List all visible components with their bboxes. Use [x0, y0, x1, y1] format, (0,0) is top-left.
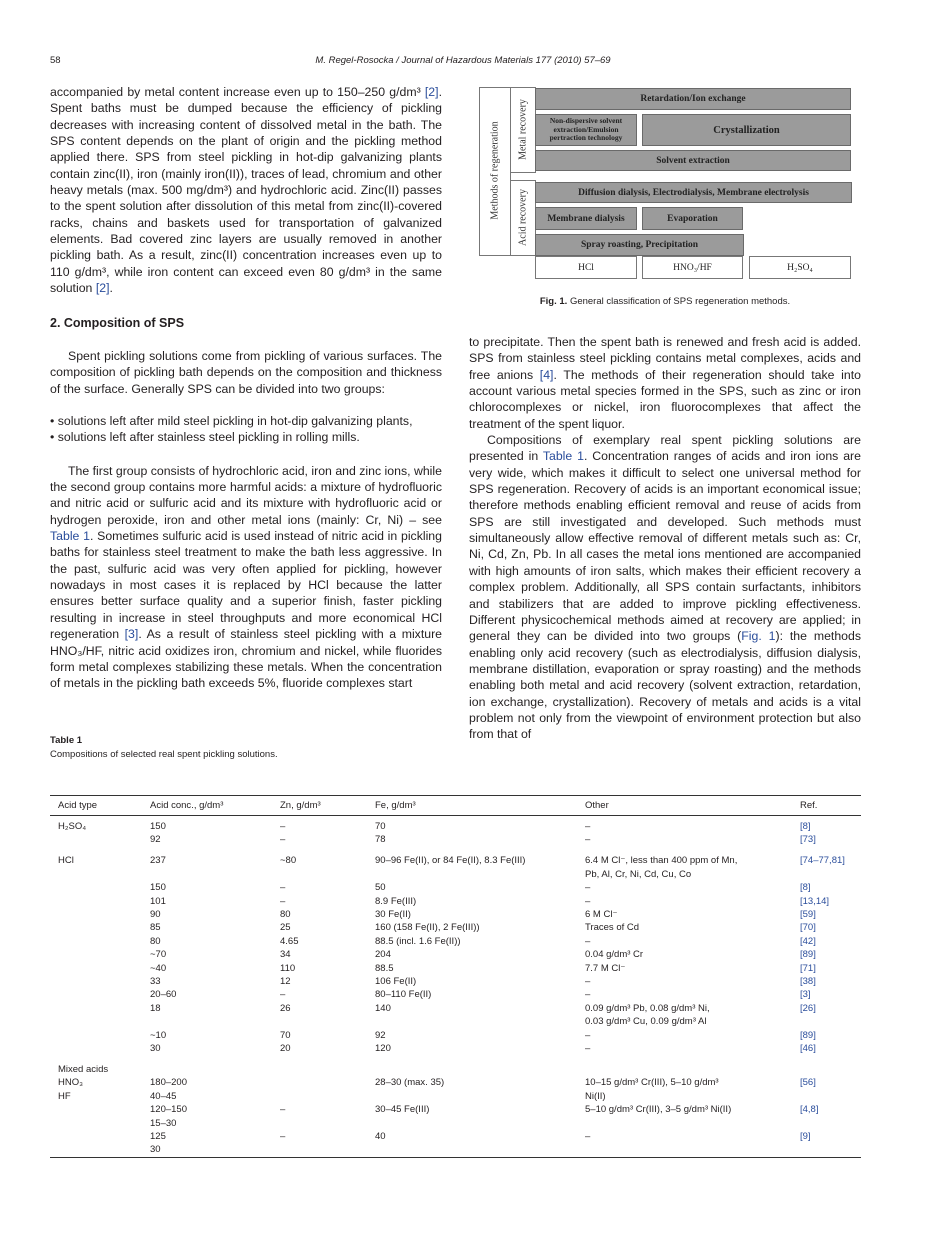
cell-fe: 30–45 Fe(III) — [375, 1104, 430, 1116]
cell-acid-type — [50, 975, 150, 988]
cell-acid-conc: 85 — [150, 922, 161, 934]
cell-acid-conc: 20–60 — [150, 989, 177, 1001]
figure-caption-label: Fig. 1. — [539, 296, 568, 307]
cell-zn: – — [280, 895, 286, 907]
cell-acid-conc: 18 — [150, 1002, 161, 1014]
bullet-item: • solutions left after stainless steel pickling in rolling mills. — [50, 429, 442, 445]
cell-zn: – — [280, 1130, 286, 1142]
cell-fe: 50 — [375, 882, 386, 894]
cell-acid-type — [50, 962, 150, 975]
cell-ref[interactable]: [70] — [800, 922, 816, 934]
acid-h2so4: H₂SO₄ — [749, 256, 851, 279]
cell-acid-type — [50, 1029, 150, 1042]
cell-fe: 120 — [375, 1043, 391, 1054]
cell-ref[interactable]: [89] — [800, 1029, 816, 1041]
cell-zn: 12 — [280, 975, 291, 987]
header-acid-conc: Acid conc., g/dm³ — [150, 796, 280, 816]
cell-acid-type — [50, 1042, 150, 1055]
spacer-cell — [50, 1055, 861, 1063]
cell-acid-type — [50, 921, 150, 934]
table-row — [50, 1076, 861, 1103]
cell-acid-conc: 237 — [150, 855, 166, 867]
cell-other: – — [585, 989, 591, 1001]
box-diffusion-dialysis: Diffusion dialysis, Electrodialysis, Membrane electrolysis — [535, 182, 852, 203]
cell-acid-type — [50, 833, 150, 846]
cell-ref[interactable]: [8] — [800, 821, 811, 832]
header-acid-type: Acid type — [50, 796, 150, 816]
running-title: M. Regel-Rosocka / Journal of Hazardous Materials 177 (2010) 57–69 — [315, 55, 611, 66]
cell-ref[interactable]: [71] — [800, 962, 816, 974]
table-row — [50, 988, 861, 1001]
cell-fe: 88.5 (incl. 1.6 Fe(II)) — [375, 935, 461, 947]
acid-hcl: HCl — [535, 256, 637, 279]
cell-other: – — [585, 1029, 591, 1041]
citation-link[interactable]: [2] — [424, 85, 439, 99]
cell-zn: – — [280, 882, 286, 894]
table-row — [50, 1042, 861, 1055]
table-row — [50, 1103, 861, 1130]
box-retardation: Retardation/Ion exchange — [535, 88, 851, 110]
header-ref: Ref. — [800, 796, 861, 816]
cell-acid-type — [50, 1103, 150, 1130]
header-fe: Fe, g/dm³ — [375, 796, 585, 816]
table-spacer — [50, 1055, 861, 1063]
table-header-row — [50, 796, 861, 816]
cell-zn: ~80 — [280, 855, 297, 867]
cell-acid-type — [50, 881, 150, 894]
methods-label: Methods of regeneration — [489, 121, 501, 220]
table-row — [50, 921, 861, 934]
cell-other: 5–10 g/dm³ Cr(III), 3–5 g/dm³ Ni(II) — [585, 1104, 732, 1116]
table-row — [50, 1063, 861, 1076]
cell-zn: 80 — [280, 908, 291, 920]
cell-zn — [280, 1063, 375, 1076]
cell-ref — [800, 1063, 861, 1076]
cell-acid-type — [50, 908, 150, 921]
table-row — [50, 975, 861, 988]
table-body — [50, 816, 861, 1158]
cell-fe: 8.9 Fe(III) — [375, 895, 417, 907]
table-row — [50, 854, 861, 881]
cell-zn: 20 — [280, 1043, 291, 1054]
cell-acid-conc: 80 — [150, 935, 161, 947]
cell-ref[interactable]: [13,14] — [800, 895, 830, 907]
cell-acid-conc: 150 — [150, 882, 166, 894]
cell-ref[interactable]: [89] — [800, 949, 816, 961]
cell-fe: 140 — [375, 1002, 391, 1014]
cell-zn: – — [280, 821, 286, 832]
paragraph: to precipitate. Then the spent bath is renewed and fresh acid is added. SPS from stainless steel pickling contains metal complexes, acids and free anions [4]. The methods of their regeneration should take into account various metal species formed in the SPS, such as zinc or iron chlorocomplexes or nickel, iron fluorocomplexes that affect the treatment of the spent liquor. — [469, 335, 861, 431]
table-row — [50, 833, 861, 846]
cell-acid-conc: 180–200 40–45 — [150, 1077, 187, 1102]
cell-acid-conc: ~40 — [150, 962, 167, 974]
box-membrane-dialysis: Membrane dialysis — [535, 207, 637, 230]
cell-zn: – — [280, 989, 286, 1001]
cell-acid-type — [50, 935, 150, 948]
cell-acid-type — [50, 988, 150, 1001]
cell-acid-type: H₂SO₄ — [58, 821, 87, 832]
cell-zn: – — [280, 834, 286, 846]
cell-ref[interactable]: [3] — [800, 989, 811, 1001]
cell-zn: 26 — [280, 1002, 291, 1014]
cell-other: – — [585, 1043, 591, 1054]
table-row — [50, 1002, 861, 1029]
cell-ref[interactable]: [74–77,81] — [800, 855, 845, 867]
cell-acid-conc: 101 — [150, 895, 166, 907]
cell-acid-conc: ~10 — [150, 1029, 167, 1041]
cell-acid-type — [50, 895, 150, 908]
cell-fe: 30 Fe(II) — [375, 908, 411, 920]
table-row — [50, 1029, 861, 1042]
cell-other: 0.04 g/dm³ Cr — [585, 949, 644, 961]
cell-other: 10–15 g/dm³ Cr(III), 5–10 g/dm³ Ni(II) — [585, 1077, 719, 1102]
cell-fe: 106 Fe(II) — [375, 975, 417, 987]
figure-caption-text: General classification of SPS regeneration methods. — [569, 296, 791, 307]
cell-fe: 88.5 — [375, 962, 394, 974]
cell-other: 0.09 g/dm³ Pb, 0.08 g/dm³ Ni, 0.03 g/dm³ Cu, 0.09 g/dm³ Al — [585, 1002, 710, 1028]
cell-acid-type: HNO₃ HF — [58, 1077, 83, 1102]
cell-other: – — [585, 895, 591, 907]
cell-other: – — [585, 821, 591, 832]
paragraph: accompanied by metal content increase even up to 150–250 g/dm³ [2]. Spent baths must be dumped because the efficiency of pickling decreases with increasing content of dissolved metal in the bath. The SPS content depends on the plant of origin and the pickling method applied there. SPS from steel pickling in hot-dip galvanizing plants contain zinc(II), iron (mainly iron(II)), traces of lead, chromium and other heavy metals (max. 500 mg/dm³) and hydrochloric acid. Zinc(II) passes to the spent solution after dissolution of this metal from zinc(II)-covered racks, chains and baskets used for transportation of galvanized elements. Bad covered zinc layers are usually removed in another pickling bath. As a result, zinc(II) concentration increases even up to 110 g/dm³, while iron content can exceed even 80 g/dm³ in the same solution [2]. — [50, 85, 442, 296]
cell-ref[interactable]: [59] — [800, 908, 816, 920]
citation-link[interactable]: [2] — [95, 281, 110, 296]
spacer-cell — [50, 847, 861, 855]
table-row — [50, 908, 861, 921]
citation-link[interactable]: [4] — [539, 367, 554, 382]
cell-zn: 110 — [280, 962, 296, 974]
cell-fe — [375, 1063, 585, 1076]
right-column — [469, 334, 861, 743]
cell-acid-conc — [150, 1063, 280, 1076]
cell-ref[interactable]: [26] — [800, 1002, 816, 1014]
acid-recovery-label: Acid recovery — [517, 189, 529, 246]
table-row — [50, 962, 861, 975]
cell-other: 6.4 M Cl⁻, less than 400 ppm of Mn, Pb, Al, Cr, Ni, Cd, Cu, Co — [585, 855, 738, 880]
cell-other — [585, 1063, 800, 1076]
left-column-section — [50, 348, 442, 692]
cell-zn — [280, 1076, 375, 1103]
cell-other: Traces of Cd — [585, 922, 640, 934]
cross-reference-link[interactable]: Table 1 — [50, 529, 90, 544]
box-crystallization: Crystallization — [642, 114, 851, 146]
table-row — [50, 948, 861, 961]
cell-acid-conc: 125 30 — [150, 1130, 166, 1156]
table-row — [50, 895, 861, 908]
metal-recovery-label: Metal recovery — [517, 99, 529, 160]
table-row — [50, 816, 861, 834]
cell-other: – — [585, 1130, 591, 1142]
header-zn: Zn, g/dm³ — [280, 796, 375, 816]
table-row — [50, 881, 861, 894]
paragraph: Spent pickling solutions come from pickling of various surfaces. The composition of pickling bath depends on the composition and thickness of the surface. Generally SPS can be divided into two groups: — [50, 349, 442, 396]
cell-other: – — [585, 882, 591, 894]
cell-acid-type — [50, 1130, 150, 1157]
cell-ref[interactable]: [9] — [800, 1130, 811, 1142]
cell-ref[interactable]: [8] — [800, 882, 811, 894]
table-caption: Compositions of selected real spent pickling solutions. — [50, 749, 278, 760]
cell-ref[interactable]: [73] — [800, 834, 816, 846]
cell-ref[interactable]: [46] — [800, 1043, 816, 1054]
acid-hno3-hf: HNO₃/HF — [642, 256, 743, 279]
figure-caption — [469, 296, 861, 307]
cell-acid-conc: 33 — [150, 975, 161, 987]
cell-zn: – — [280, 1104, 286, 1116]
cell-other: – — [585, 935, 591, 947]
cell-fe: 92 — [375, 1029, 386, 1041]
cell-fe: 160 (158 Fe(II), 2 Fe(III)) — [375, 922, 480, 934]
header-other: Other — [585, 796, 800, 816]
table-row — [50, 935, 861, 948]
citation-link[interactable]: [3] — [124, 627, 139, 642]
cell-other: – — [585, 975, 591, 987]
section-heading: 2. Composition of SPS — [50, 316, 185, 330]
bullet-list — [50, 413, 442, 446]
cross-reference-link[interactable]: Table 1 — [542, 449, 584, 464]
cell-acid-conc: 92 — [150, 834, 161, 846]
cell-acid-type: Mixed acids — [58, 1063, 109, 1075]
cell-zn: 4.65 — [280, 935, 299, 947]
paragraph: Compositions of exemplary real spent pickling solutions are presented in Table 1. Concentration ranges of acids and iron ions are very wide, which makes it difficult to select one universal method for SPS regeneration. Recovery of acids is an important economical issue; therefore methods enabling efficient removal and reuse of acids from SPS are still investigated and developed. Such methods must simultaneously allow effective removal of different metals such as: Cr, Ni, Cd, Zn, Pb. In all cases the metal ions mentioned are accompanied with high amounts of iron salts, which makes their efficient recovery a complex problem. Additionally, all SPS contain surfactants, inhibitors and stabilizers that are added to improve pickling effectiveness. Different physicochemical methods aimed at recovery are applied; in general they can be divided into two groups (Fig. 1): the methods enabling only acid recovery (such as electrodialysis, diffusion dialysis, membrane distillation, evaporation or spray roasting) and the methods enabling both metal and acid recovery (solvent extraction, retardation, ion exchange, crystallization). Recovery of metals and acids is a vital problem not only from the viewpoint of environment protection but also from that of — [469, 433, 861, 742]
cell-fe: 80–110 Fe(II) — [375, 989, 432, 1001]
cell-zn: 70 — [280, 1029, 291, 1041]
cell-acid-type — [50, 948, 150, 961]
cell-acid-conc: 30 — [150, 1043, 161, 1054]
cell-acid-conc: ~70 — [150, 949, 167, 961]
cross-reference-link[interactable]: Fig. 1 — [741, 629, 776, 644]
box-solvent-extraction: Solvent extraction — [535, 150, 851, 171]
cell-acid-conc: 90 — [150, 908, 161, 920]
cell-ref[interactable]: [38] — [800, 975, 816, 987]
cell-ref[interactable]: [4,8] — [800, 1104, 819, 1116]
box-spray-roasting: Spray roasting, Precipitation — [535, 234, 744, 256]
page-number: 58 — [50, 55, 61, 66]
cell-other: 7.7 M Cl⁻ — [585, 962, 626, 974]
cell-zn: 34 — [280, 949, 291, 961]
bullet-item: • solutions left after mild steel pickling in hot-dip galvanizing plants, — [50, 413, 442, 429]
cell-ref[interactable]: [42] — [800, 935, 816, 947]
cell-fe: 90–96 Fe(II), or 84 Fe(II), 8.3 Fe(III) — [375, 855, 526, 867]
composition-table — [50, 795, 861, 1158]
paragraph: The first group consists of hydrochloric acid, iron and zinc ions, while the second group contains more harmful acids: a mixture of hydrofluoric and nitric acid or sulfuric acid and its mixture with hydrofluoric acid or hydrogen peroxide, iron and other metal ions (mainly: Cr, Ni) – see Table 1. Sometimes sulfuric acid is used instead of nitric acid in pickling baths for stainless steel treatment to make the bath less aggressive. In the past, sulfuric acid was very often applied for pickling, however nowadays in most cases it is replaced by HCl because the latter ensures better surface quality and a superior finish, faster pickling resulting in increase in steel throughputs and more economical HCl regeneration [3]. As a result of stainless steel pickling with a mixture HNO₃/HF, nitric acid oxidizes iron, chromium and nickel, while fluorides form metal complexes stabilizing these metals. When the concentration of metals in the pickling bath exceeds 5%, fluoride complexes start — [50, 463, 443, 691]
box-evaporation: Evaporation — [642, 207, 743, 230]
cell-fe: 70 — [375, 821, 386, 832]
cell-zn: 25 — [280, 922, 291, 934]
table-title: Table 1 — [50, 735, 83, 746]
cell-acid-conc: 120–150 15–30 — [150, 1104, 187, 1129]
cell-fe: 40 — [375, 1130, 386, 1142]
cell-acid-type — [50, 1002, 150, 1029]
cell-acid-type: HCl — [58, 855, 74, 867]
cell-acid-conc: 150 — [150, 821, 166, 832]
left-column — [50, 84, 442, 296]
table-spacer — [50, 847, 861, 855]
table-row — [50, 1130, 861, 1157]
cell-fe: 28–30 (max. 35) — [375, 1077, 445, 1089]
cell-other: – — [585, 834, 591, 846]
cell-ref[interactable]: [56] — [800, 1077, 816, 1089]
cell-fe: 204 — [375, 949, 391, 961]
cell-fe: 78 — [375, 834, 386, 846]
box-nondispersive: Non-dispersive solvent extraction/Emulsion pertraction technology — [535, 114, 637, 146]
cell-other: 6 M Cl⁻ — [585, 908, 618, 920]
